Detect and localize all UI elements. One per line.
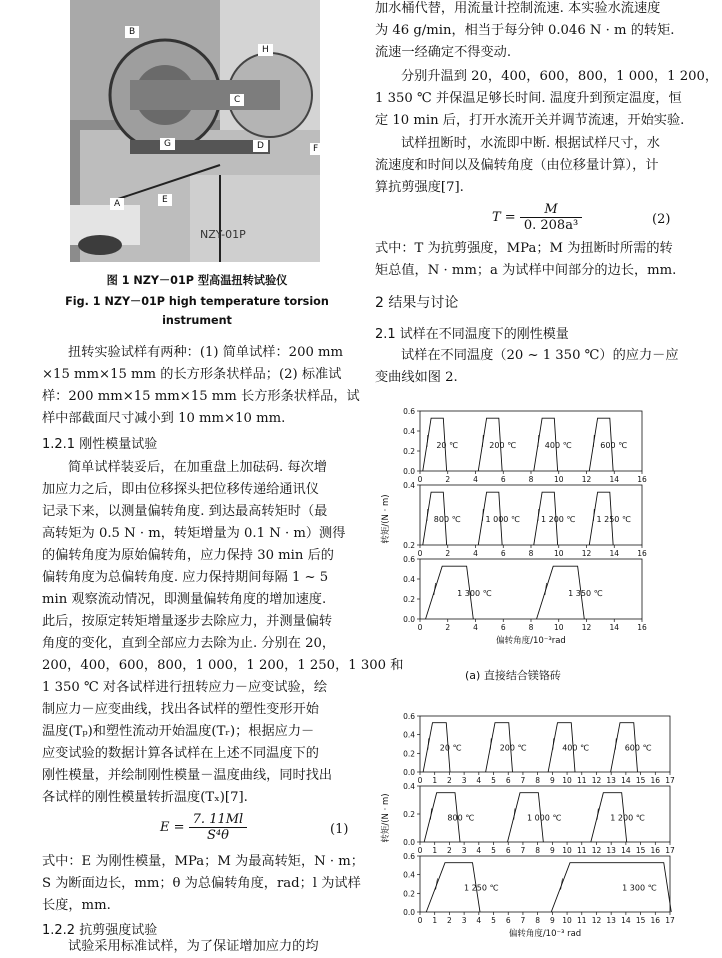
y-tick-label: 0.6 [403,407,415,416]
text-line: 简单试样装妥后，在加重盘上加砝码. 每次增 [68,460,327,475]
equation-2-numerator: M [520,202,582,218]
x-tick-label: 8 [528,549,534,558]
y-tick-label: 0.2 [403,889,415,899]
temperature-label: 400 ℃ [544,441,572,451]
equation-1-lhs: E = [160,820,185,835]
y-axis-label: 转矩/(N · m) [381,793,391,843]
x-tick-label: 4 [473,623,478,632]
x-tick-label: 0 [417,776,423,785]
x-tick-label: 8 [528,475,534,484]
figure1-caption-en-1: Fig. 1 NZY－01P high temperature torsion [65,295,329,308]
x-tick-label: 15 [635,846,646,855]
x-tick-label: 8 [528,623,534,632]
y-tick-label: 0.4 [403,782,415,791]
x-tick-label: 10 [553,623,564,632]
text-line: min 观察流动情况，即测量偏转角度的增加速度. [42,592,327,607]
x-tick-label: 17 [665,776,675,785]
equation-1-numerator: 7. 11Ml [189,812,248,828]
x-tick-label: 7 [520,776,526,785]
x-tick-label: 7 [520,846,526,855]
x-tick-label: 13 [606,776,616,785]
x-tick-label: 3 [461,846,467,855]
direction-arrow [593,435,594,447]
text-line: 刚性模量，并绘制刚性模量－温度曲线，同时找出 [42,768,333,783]
x-tick-label: 13 [606,916,616,925]
x-tick-label: 10 [562,916,572,925]
panel-row-1 [403,712,675,785]
figure1-caption-en-2: instrument [162,314,232,327]
x-tick-label: 11 [576,916,587,925]
x-tick-label: 2 [447,776,452,785]
text-line: 偏转角度为总偏转角度. 应力保持期间每隔 1 ~ 5 [42,570,329,585]
x-tick-label: 2 [445,475,451,484]
text-line: 角度的变化，直到全部应力去除为止. 分别在 20， [42,636,336,651]
direction-arrow [490,738,491,749]
y-tick-label: 0.4 [403,575,415,584]
x-tick-label: 6 [500,549,506,558]
temperature-label: 200 ℃ [499,743,527,753]
x-tick-label: 11 [576,776,587,785]
section-2-heading: 2 结果与讨论 [375,295,459,311]
y-tick-label: 0.0 [403,615,415,624]
text-line: 矩总值，N · mm；a 为试样中间部分的边长，mm. [375,263,677,278]
x-tick-label: 2 [445,549,451,558]
equation-1-number: (1) [330,822,349,837]
direction-arrow [482,435,483,447]
x-tick-label: 4 [476,916,482,925]
x-tick-label: 9 [549,776,555,785]
panel-row-2 [403,782,675,855]
text-line: 1 350 ℃ 并保温足够长时间. 温度升到预定温度，恒 [375,91,682,106]
temperature-label: 1 300 ℃ [457,589,492,599]
x-tick-label: 13 [606,846,616,855]
x-tick-label: 2 [445,623,451,632]
temperature-label: 1 350 ℃ [568,589,603,599]
x-axis-label: 偏转角度/10⁻³rad [496,636,566,646]
x-tick-label: 3 [461,916,467,925]
text-line: 高转矩为 0.5 N · m，转矩增量为 0.1 N · m）测得 [42,526,346,541]
photo-label-f: F [310,143,320,155]
y-tick-label: 0.6 [403,555,415,564]
text-line: 试样扭断时，水流即中断. 根据试样尺寸，水 [401,136,660,151]
direction-arrow [553,738,554,749]
y-tick-label: 0.4 [403,481,415,490]
y-axis-label: 转矩/(N · m) [381,494,391,544]
text-line: 样中部截面尺寸减小到 10 mm×10 mm. [42,411,286,426]
x-tick-label: 9 [549,846,555,855]
photo-label-b: B [125,26,139,38]
y-tick-label: 0.0 [403,908,415,917]
temperature-label: 600 ℃ [600,441,628,451]
y-tick-label: 0.2 [403,447,415,456]
text-line: 式中：T 为抗剪强度，MPa；M 为扭断时所需的转 [375,241,673,256]
x-tick-label: 0 [417,549,423,558]
text-line: 记录下来，以测量偏转角度. 到达最高转矩时（最 [42,504,328,519]
x-tick-label: 3 [461,776,467,785]
text-line: 式中：E 为刚性模量，MPa；M 为最高转矩，N · m； [42,854,364,869]
temperature-label: 200 ℃ [489,441,517,451]
y-tick-label: 0.6 [403,852,415,861]
text-line: 1 350 ℃ 对各试样进行扭转应力－应变试验，绘 [42,680,328,695]
x-tick-label: 0 [417,623,423,632]
x-tick-label: 12 [581,623,592,632]
section-1-2-2-heading: 1.2.2 抗剪强度试验 [42,923,158,938]
equation-2-fraction [520,202,582,233]
x-tick-label: 6 [505,916,511,925]
text-line: 为 46 g/min，相当于每分钟 0.046 N · m 的转矩. [375,23,675,38]
text-line: 的偏转角度为原始偏转角，应力保持 30 min 后的 [42,548,334,563]
x-tick-label: 8 [535,846,541,855]
y-tick-label: 0.2 [403,541,415,550]
y-tick-label: 0.0 [403,467,415,476]
x-tick-label: 2 [447,846,452,855]
equation-2-lhs: T = [492,210,516,225]
text-line: 此后，按原定转矩增量逐步去除应力，并测量偏转 [42,614,333,629]
figure1-caption-cn: 图 1 NZY－01P 型高温扭转试验仪 [106,274,288,287]
direction-arrow [428,738,429,749]
text-line: 长度，mm. [42,898,111,913]
panel-row-2 [403,481,647,558]
y-tick-label: 0.0 [403,768,415,777]
figure-2a-caption: (a) 直接结合镁铬砖 [465,669,561,682]
y-tick-label: 0.4 [403,870,415,880]
temperature-label: 1 300 ℃ [622,883,657,893]
direction-arrow [593,509,594,521]
x-tick-label: 8 [535,916,541,925]
text-line: 应变试验的数据计算各试样在上述不同温度下的 [42,746,319,761]
x-tick-label: 14 [621,776,631,785]
x-tick-label: 5 [491,846,496,855]
panel-row-3 [403,555,647,632]
x-tick-label: 6 [500,475,506,484]
y-tick-label: 0.2 [403,595,415,604]
y-tick-label: 0.2 [403,749,415,759]
text-line: 变曲线如图 2. [375,370,458,385]
x-tick-label: 16 [650,846,661,855]
text-line: 200，400，600，800，1 000，1 200，1 250，1 300 和 [42,658,404,673]
text-line: S 为断面边长，mm；θ 为总偏转角度，rad；l 为试样 [42,876,361,891]
x-tick-label: 1 [432,776,438,785]
x-tick-label: 17 [665,916,675,925]
equation-2-denominator: 0. 208a³ [523,218,579,233]
x-tick-label: 1 [432,916,438,925]
x-tick-label: 16 [650,916,661,925]
y-tick-label: 0.6 [403,712,415,721]
x-tick-label: 14 [609,549,620,558]
x-tick-label: 12 [591,776,602,785]
figure-2a-chart [378,405,678,657]
direction-arrow [427,509,428,521]
photo-label-h: H [258,44,273,56]
text-line: 流速一经确定不得变动. [375,45,512,60]
x-tick-label: 5 [491,776,496,785]
equation-1-fraction [189,812,248,843]
photo-label-d: D [253,140,268,152]
text-line: 算抗剪强度[7]. [375,180,464,195]
x-tick-label: 16 [637,623,647,632]
temperature-label: 20 ℃ [439,743,462,753]
x-tick-label: 5 [491,916,496,925]
text-line: 试样在不同温度（20 ~ 1 350 ℃）的应力－应 [401,348,679,363]
temperature-label: 1 200 ℃ [540,515,576,525]
x-tick-label: 11 [576,846,587,855]
photo-label-e: E [158,194,172,206]
text-line: 分别升温到 20，400，600，800，1 000，1 200， [401,69,719,84]
temperature-label: 1 250 ℃ [464,883,499,893]
x-tick-label: 4 [473,549,478,558]
equation-1 [160,812,247,843]
direction-arrow [615,738,616,749]
temperature-label: 1 000 ℃ [526,813,562,823]
x-tick-label: 10 [553,549,564,558]
text-line: 加应力之后，即由位移探头把位移传递给通讯仪 [42,482,319,497]
x-tick-label: 14 [621,846,631,855]
x-tick-label: 0 [417,846,423,855]
x-tick-label: 17 [665,846,675,855]
temperature-label: 800 ℃ [447,813,475,823]
direction-arrow [538,509,539,521]
x-tick-label: 7 [520,916,526,925]
x-tick-label: 4 [473,475,478,484]
temperature-label: 20 ℃ [436,441,459,451]
direction-arrow [538,435,539,447]
y-tick-label: 0.0 [403,838,415,847]
x-axis-label: 偏转角度/10⁻³ rad [508,929,582,939]
x-tick-label: 0 [417,475,423,484]
section-1-2-1-heading: 1.2.1 刚性模量试验 [42,437,158,452]
y-tick-label: 0.4 [403,427,415,436]
temperature-label: 1 000 ℃ [485,515,520,525]
text-line: 温度(Tₚ)和塑性流动开始温度(Tᵣ)；根据应力－ [42,724,315,739]
x-tick-label: 4 [476,776,482,785]
section-2-1-heading: 2.1 试样在不同温度下的刚性模量 [375,327,569,342]
direction-arrow [482,509,483,521]
x-tick-label: 12 [591,916,602,925]
x-tick-label: 12 [581,549,592,558]
photo-label-g: G [160,138,175,150]
instrument-photo-drawing [70,0,320,262]
temperature-label: 400 ℃ [562,743,590,753]
x-tick-label: 0 [417,916,423,925]
temperature-label: 1 200 ℃ [610,813,645,823]
x-tick-label: 9 [549,916,555,925]
x-tick-label: 14 [609,623,620,632]
x-tick-label: 4 [476,846,482,855]
photo-label-c: C [230,94,244,106]
text-line: 样：200 mm×15 mm×15 mm 长方形条状样品，试 [42,389,360,404]
text-line: ×15 mm×15 mm 的长方形条状样品；(2) 标准试 [42,367,342,382]
equation-2-number: (2) [652,212,671,227]
x-tick-label: 15 [635,776,646,785]
x-tick-label: 2 [447,916,452,925]
x-tick-label: 12 [581,475,592,484]
x-tick-label: 6 [505,846,511,855]
x-tick-label: 16 [650,776,661,785]
y-tick-label: 0.4 [403,730,415,740]
x-tick-label: 8 [535,776,541,785]
panel-row-1 [403,407,647,484]
figure-2b-chart [378,710,678,950]
direction-arrow [427,435,428,447]
instrument-photo [70,0,320,262]
x-tick-label: 15 [635,916,646,925]
text-line: 扭转实验试样有两种：(1) 简单试样：200 mm [68,345,344,360]
y-tick-label: 0.2 [403,810,415,819]
panel-frame [420,559,642,619]
text-line: 流速度和时间以及偏转角度（由位移量计算），计 [375,158,659,173]
photo-label-a: A [110,198,124,210]
x-tick-label: 14 [621,916,631,925]
equation-1-denominator: S⁴θ [206,828,229,843]
x-tick-label: 6 [500,623,506,632]
text-line: 制应力－应变曲线，找出各试样的塑性变形开始 [42,702,319,717]
equation-2 [492,202,582,233]
x-tick-label: 10 [553,475,564,484]
text-line: 试验采用标准试样，为了保证增加应力的均 [68,939,319,954]
x-tick-label: 16 [637,549,647,558]
panel-row-3 [403,852,675,925]
text-line: 加水桶代替，用流量计控制流速. 本实验水流速度 [375,1,661,16]
x-tick-label: 16 [637,475,647,484]
text-line: 定 10 min 后，打开水流开关并调节流速，开始实验. [375,113,685,128]
temperature-label: 1 250 ℃ [596,515,631,525]
temperature-label: 600 ℃ [624,743,652,753]
x-tick-label: 1 [432,846,438,855]
x-tick-label: 10 [562,776,572,785]
temperature-label: 800 ℃ [433,515,461,525]
x-tick-label: 10 [562,846,572,855]
x-tick-label: 12 [591,846,602,855]
x-tick-label: 6 [505,776,511,785]
x-tick-label: 14 [609,475,620,484]
text-line: 各试样的刚性模量转折温度(Tₓ)[7]. [42,790,248,805]
photo-label-model: NZY-01P [200,228,246,241]
